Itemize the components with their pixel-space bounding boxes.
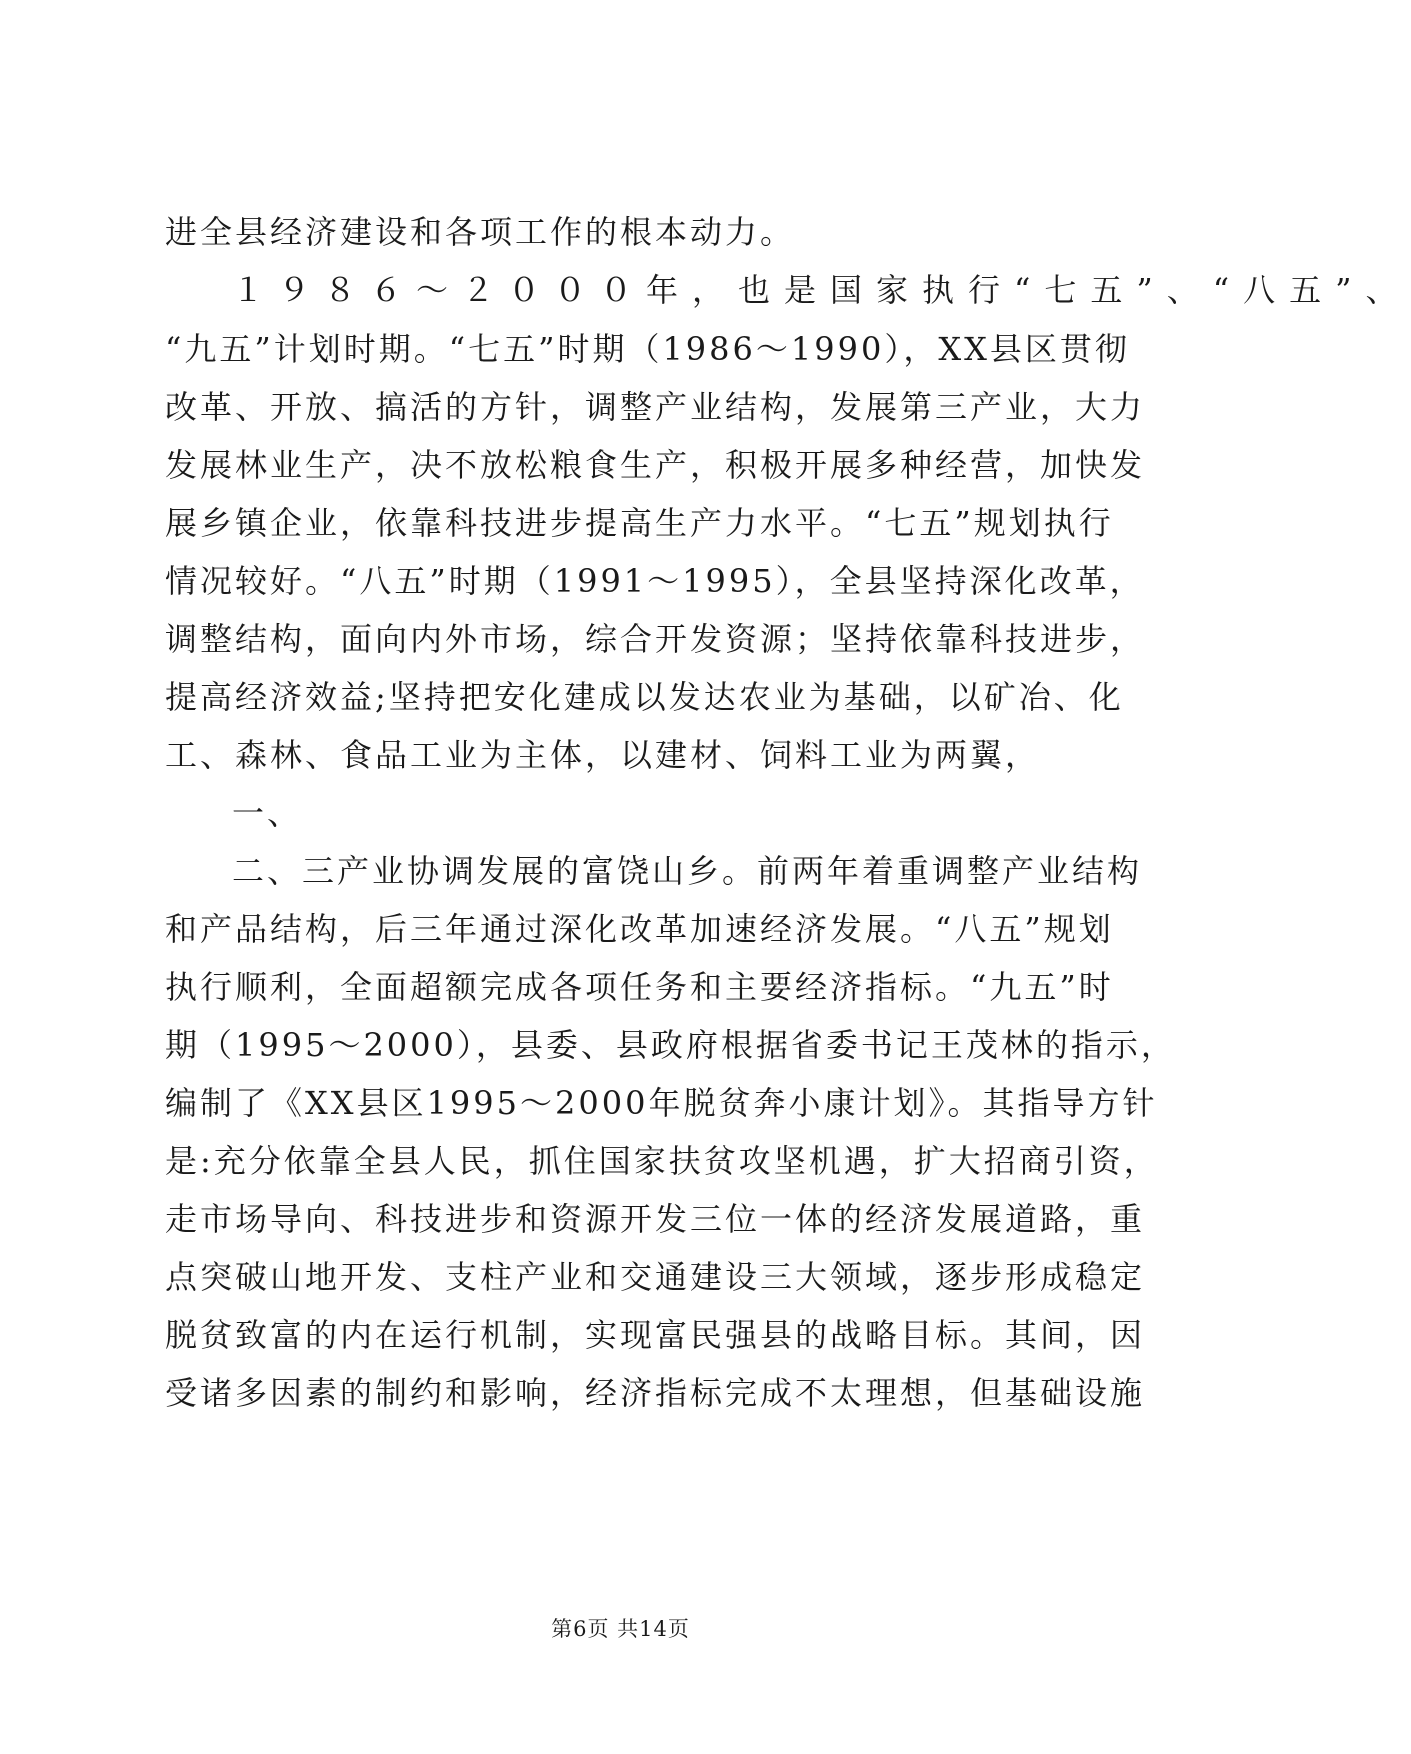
text-line: 提高经济效益;坚持把安化建成以发达农业为基础，以矿冶、化 (165, 678, 1124, 716)
text-line: “九五”计划时期。“七五”时期（1986～1990），XX县区贯彻 (165, 330, 1130, 368)
text-line: 点突破山地开发、支柱产业和交通建设三大领域，逐步形成稳定 (165, 1258, 1146, 1296)
text-line: 进全县经济建设和各项工作的根本动力。 (165, 213, 796, 251)
text-line: 改革、开放、搞活的方针，调整产业结构，发展第三产业，大力 (165, 388, 1146, 426)
text-line: 走市场导向、科技进步和资源开发三位一体的经济发展道路，重 (165, 1200, 1146, 1238)
text-line: 受诸多因素的制约和影响，经济指标完成不太理想，但基础设施 (165, 1374, 1146, 1412)
text-line: 和产品结构，后三年通过深化改革加速经济发展。“八五”规划 (165, 910, 1114, 948)
text-line: 编制了《XX县区1995～2000年脱贫奔小康计划》。其指导方针 (165, 1084, 1158, 1122)
text-line: 发展林业生产，决不放松粮食生产，积极开展多种经营，加快发 (165, 446, 1146, 484)
text-line: 展乡镇企业，依靠科技进步提高生产力水平。“七五”规划执行 (165, 504, 1114, 542)
text-line: １９８６～２０００年，也是国家执行“七五”、“八五”、 (232, 271, 1411, 309)
text-line: 期（1995～2000），县委、县政府根据省委书记王茂林的指示， (165, 1026, 1176, 1064)
page-number-footer: 第6页 共14页 (551, 1617, 690, 1641)
text-line: 工、森林、食品工业为主体，以建材、饲料工业为两翼， (165, 736, 1041, 774)
text-line: 脱贫致富的内在运行机制，实现富民强县的战略目标。其间，因 (165, 1316, 1146, 1354)
text-line: 情况较好。“八五”时期（1991～1995），全县坚持深化改革， (165, 562, 1145, 600)
text-line: 一、 (232, 794, 303, 832)
text-line: 是:充分依靠全县人民，抓住国家扶贫攻坚机遇，扩大招商引资， (165, 1142, 1159, 1180)
text-line: 二、三产业协调发展的富饶山乡。前两年着重调整产业结构 (232, 852, 1143, 890)
text-line: 执行顺利，全面超额完成各项任务和主要经济指标。“九五”时 (165, 968, 1114, 1006)
text-line: 调整结构，面向内外市场，综合开发资源；坚持依靠科技进步， (165, 620, 1146, 658)
